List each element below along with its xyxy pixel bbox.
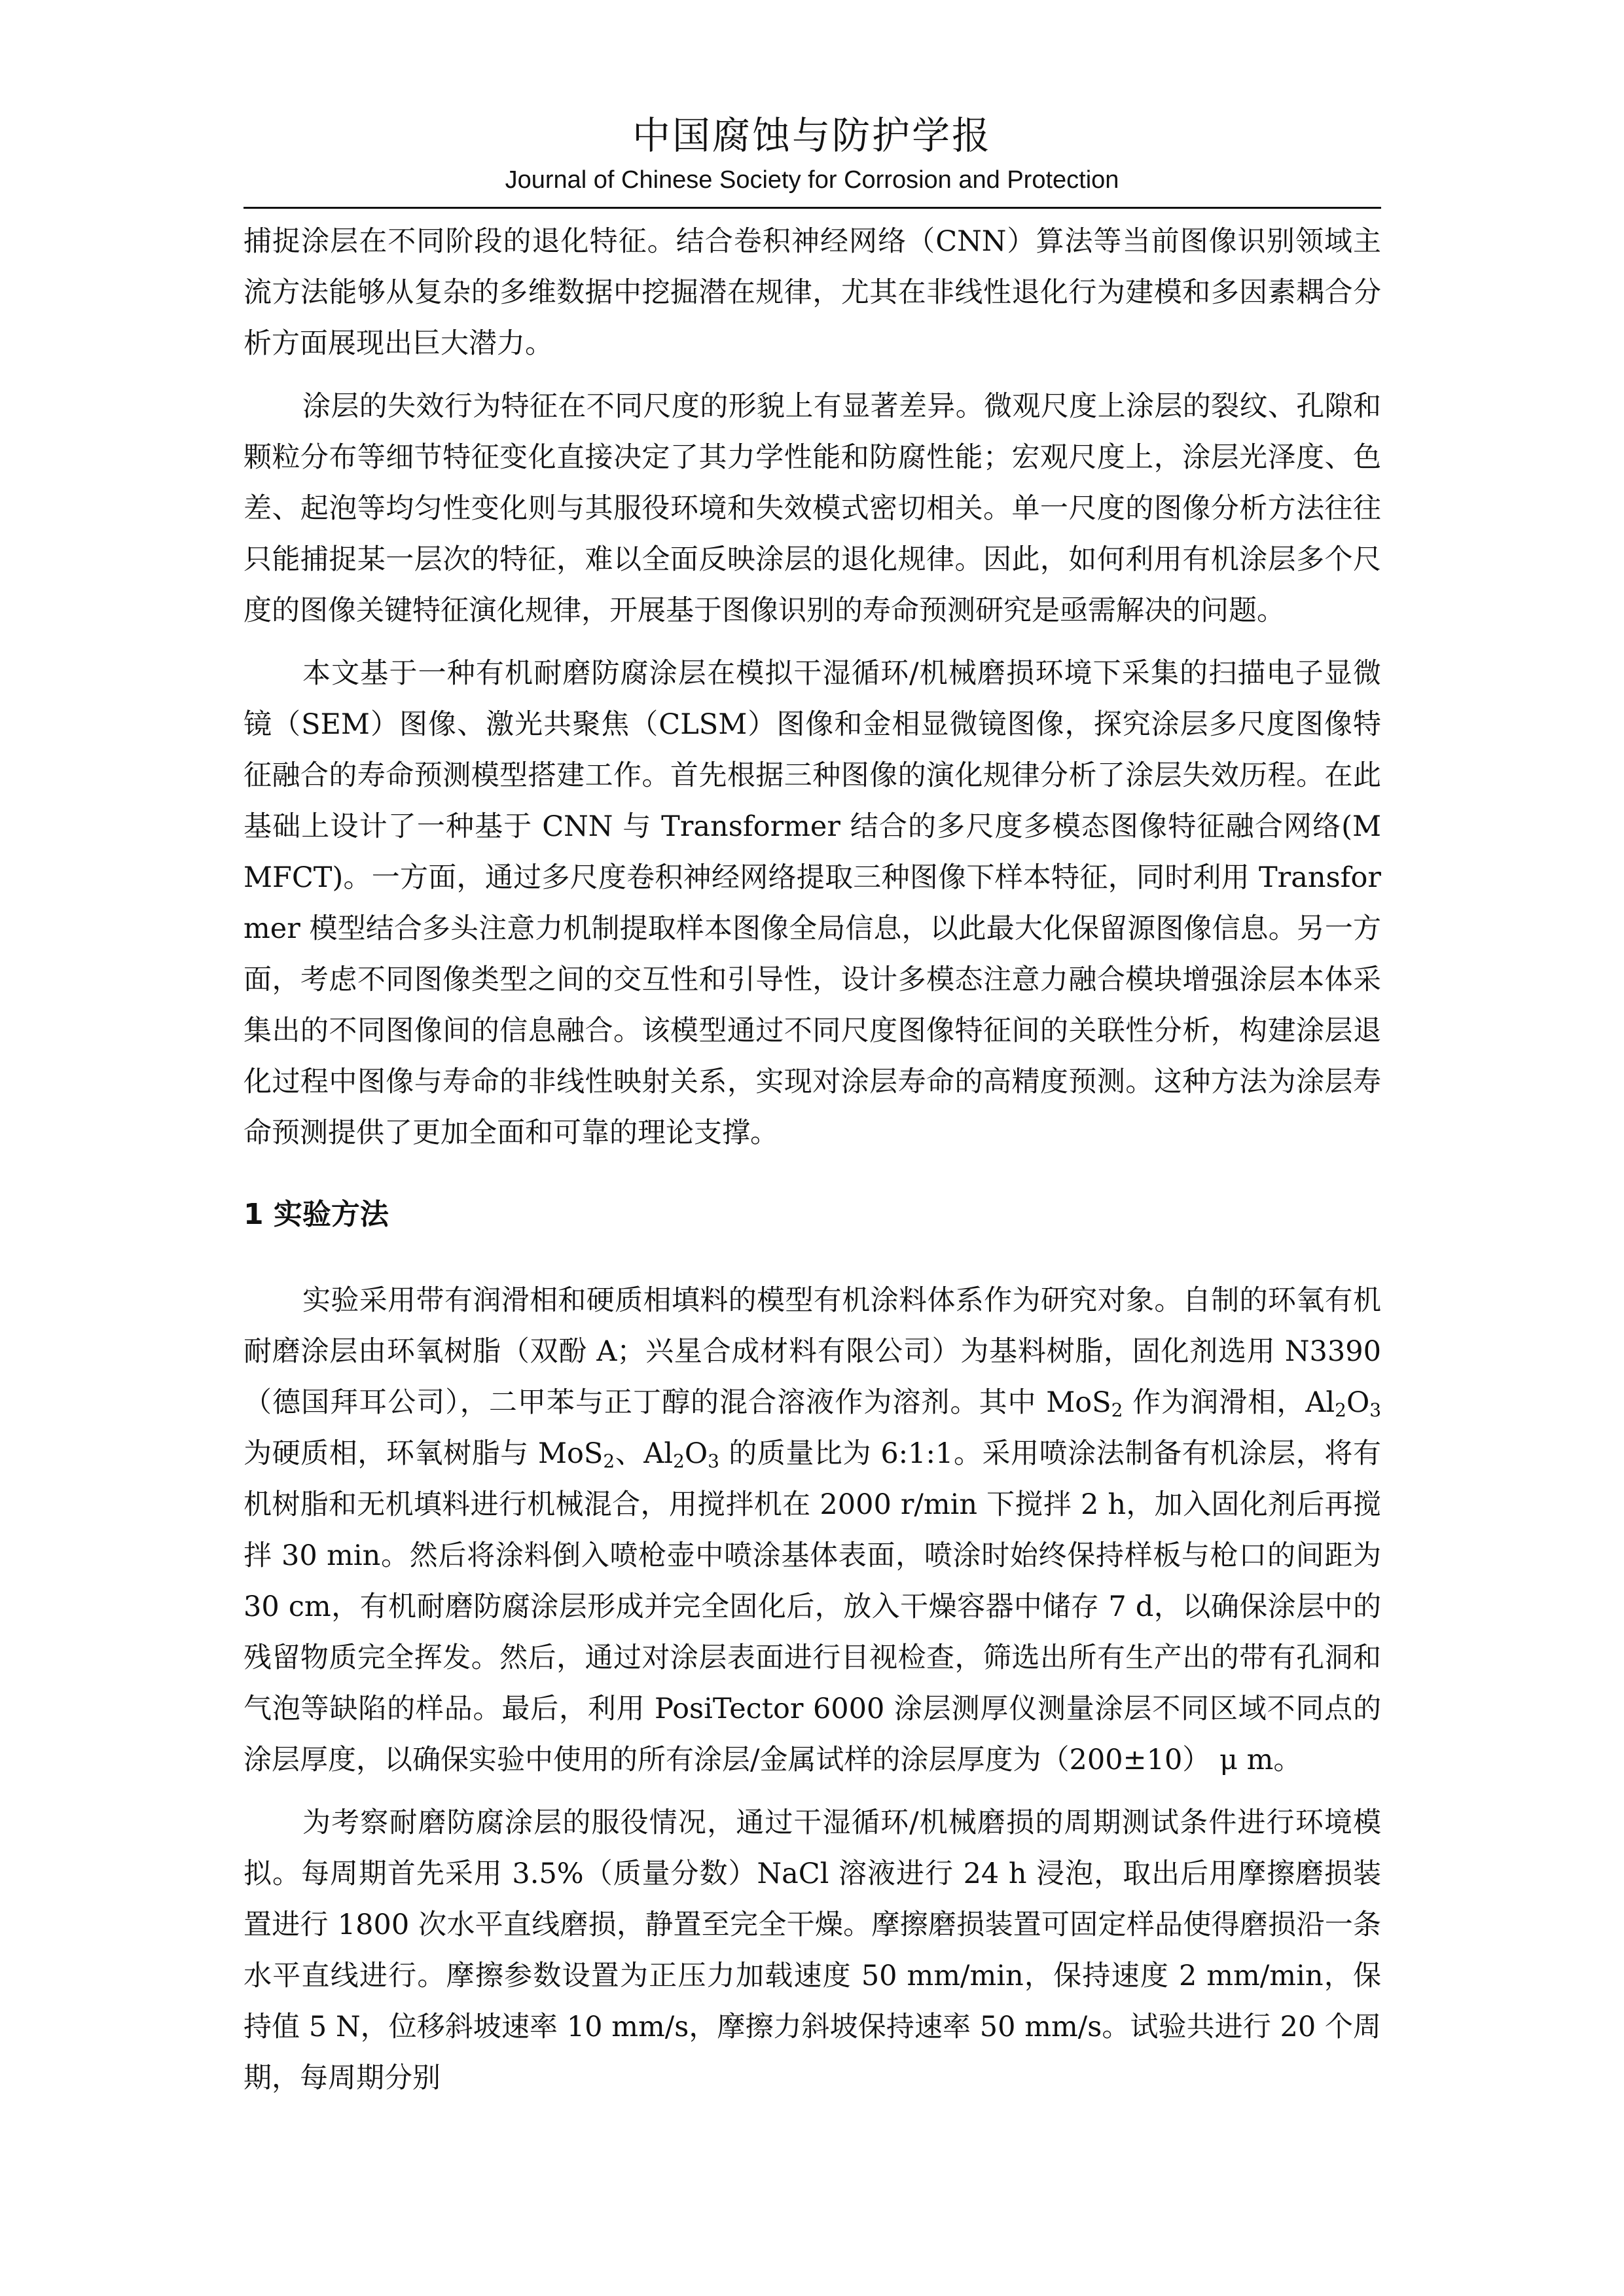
paragraph-test-conditions: 为考察耐磨防腐涂层的服役情况，通过干湿循环/机械磨损的周期测试条件进行环境模拟。每周期首先采用 3.5%（质量分数）NaCl 溶液进行 24 h 浸泡，取出后用摩擦磨损装置进行 1800 次水平直线磨损，静置至完全干燥。摩擦磨损装置可固定样品使得磨损沿一条水平直线进行。摩擦参数设置为正压力加载速度 50 mm/min，保持速度 2 mm/min，保持值 5 N，位移斜坡速率 10 mm/s，摩擦力斜坡保持速率 50 mm/s。试验共进行 20 个周期，每周期分别 <box>244 1806 1381 2094</box>
subscript: 2 <box>673 1450 685 1472</box>
paragraph-materials-preparation <box>244 1275 1381 1785</box>
journal-header <box>0 111 1624 196</box>
paragraph-continued-intro: 捕捉涂层在不同阶段的退化特征。结合卷积神经网络（CNN）算法等当前图像识别领域主流方法能够从复杂的多维数据中挖掘潜在规律，尤其在非线性退化行为建模和多因素耦合分析方面展现出巨大潜力。 <box>244 225 1381 360</box>
text-run: 、Al <box>615 1437 674 1470</box>
text-run: 为硬质相，环氧树脂与 MoS <box>244 1437 604 1470</box>
page-body <box>244 216 1381 2115</box>
subscript: 2 <box>1111 1399 1123 1421</box>
journal-title-chinese: 中国腐蚀与防护学报 <box>632 113 992 158</box>
text-run: 实验采用带有润滑相和硬质相填料的模型有机涂料体系作为研究对象。自制的环氧有机耐磨涂层由环氧树脂（双酚 A；兴星合成材料有限公司）为基料树脂，固化剂选用 N3390（德国拜耳公司），二甲苯与正丁醇的混合溶液作为溶剂。其中 MoS <box>244 1284 1381 1419</box>
header-divider <box>244 207 1381 209</box>
subscript: 2 <box>603 1450 615 1472</box>
text-run: O <box>1346 1386 1370 1419</box>
section-heading-methods: 1 实验方法 <box>244 1198 389 1231</box>
text-run: 的质量比为 6:1:1。采用喷涂法制备有机涂层，将有机树脂和无机填料进行机械混合，用搅拌机在 2000 r/min 下搅拌 2 h，加入固化剂后再搅拌 30 min。然后将涂料倒入喷枪壶中喷涂基体表面，喷涂时始终保持样板与枪口的间距为 30 cm，有机耐磨防腐涂层形成并完全固化后，放入干燥容器中储存 7 d，以确保涂层中的残留物质完全挥发。然后，通过对涂层表面进行目视检查，筛选出所有生产出的带有孔洞和气泡等缺陷的样品。最后，利用 PosiTector 6000 涂层测厚仪测量涂层不同区域不同点的涂层厚度，以确保实验中使用的所有涂层/金属试样的涂层厚度为（200±10） μ m。 <box>244 1437 1381 1776</box>
journal-title-english: Journal of Chinese Society for Corrosion and Protection <box>505 166 1119 194</box>
paragraph-failure-behavior: 涂层的失效行为特征在不同尺度的形貌上有显著差异。微观尺度上涂层的裂纹、孔隙和颗粒分布等细节特征变化直接决定了其力学性能和防腐性能；宏观尺度上，涂层光泽度、色差、起泡等均匀性变化则与其服役环境和失效模式密切相关。单一尺度的图像分析方法往往只能捕捉某一层次的特征，难以全面反映涂层的退化规律。因此，如何利用有机涂层多个尺度的图像关键特征演化规律，开展基于图像识别的寿命预测研究是亟需解决的问题。 <box>244 390 1381 627</box>
text-run: O <box>684 1437 708 1470</box>
subscript: 3 <box>708 1450 719 1472</box>
subscript: 2 <box>1335 1399 1346 1421</box>
paragraph-study-overview: 本文基于一种有机耐磨防腐涂层在模拟干湿循环/机械磨损环境下采集的扫描电子显微镜（SEM）图像、激光共聚焦（CLSM）图像和金相显微镜图像，探究涂层多尺度图像特征融合的寿命预测模型搭建工作。首先根据三种图像的演化规律分析了涂层失效历程。在此基础上设计了一种基于 CNN 与 Transformer 结合的多尺度多模态图像特征融合网络(MMFCT)。一方面，通过多尺度卷积神经网络提取三种图像下样本特征，同时利用 Transformer 模型结合多头注意力机制提取样本图像全局信息，以此最大化保留源图像信息。另一方面，考虑不同图像类型之间的交互性和引导性，设计多模态注意力融合模块增强涂层本体采集出的不同图像间的信息融合。该模型通过不同尺度图像特征间的关联性分析，构建涂层退化过程中图像与寿命的非线性映射关系，实现对涂层寿命的高精度预测。这种方法为涂层寿命预测提供了更加全面和可靠的理论支撑。 <box>244 657 1381 1149</box>
text-run: 作为润滑相，Al <box>1123 1386 1335 1419</box>
subscript: 3 <box>1369 1399 1381 1421</box>
